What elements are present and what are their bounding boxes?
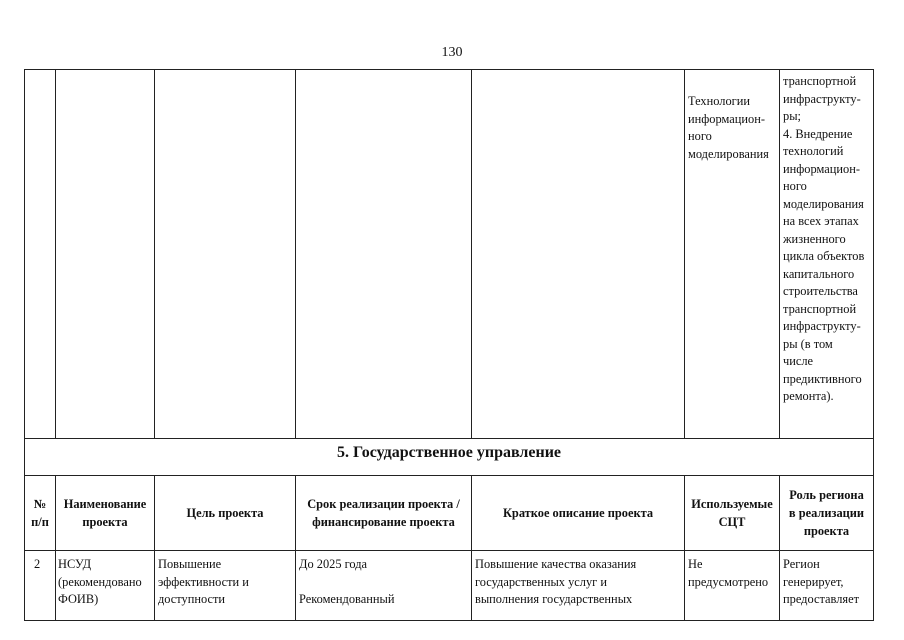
row-technology: Не предусмотрено: [688, 557, 769, 589]
header-region-role: Роль региона в реализации проекта: [788, 488, 865, 538]
header-name: Наименование проекта: [63, 497, 147, 529]
header-description: Краткое описание проекта: [502, 506, 654, 520]
section-top-border: [24, 438, 874, 439]
column-divider: [471, 69, 472, 438]
row-description: Повышение качества оказания государственных услуг и выполнения государственных: [475, 557, 637, 606]
row-name: НСУД (рекомендовано ФОИВ): [58, 557, 142, 606]
header-bottom-border: [24, 550, 874, 551]
header-technology: Используемые СЦТ: [691, 497, 773, 529]
column-divider: [684, 69, 685, 438]
row-term: До 2025 года Рекомендованный: [299, 557, 395, 606]
column-divider: [295, 69, 296, 438]
page-number: 130: [441, 45, 463, 60]
header-goal: Цель проекта: [186, 506, 264, 520]
continued-technology-cell: Технологии информацион- ного моделирования: [688, 94, 769, 161]
row-region-role: Регион генерирует, предоставляет: [783, 557, 860, 606]
column-divider: [779, 69, 780, 438]
document-table: [24, 69, 874, 621]
row-goal: Повышение эффективности и доступности: [158, 557, 249, 606]
table-right-border: [873, 69, 874, 621]
column-divider: [154, 69, 155, 438]
column-divider: [55, 69, 56, 438]
row-num: 2: [34, 557, 41, 571]
table-bottom-border: [24, 620, 874, 621]
header-num: № п/п: [31, 497, 49, 529]
header-term: Срок реализации проекта / финансирование проекта: [307, 497, 460, 529]
continued-region-role-cell: транспортной инфраструкту- ры; 4. Внедрение технологий информацион- ного моделирования на всех этапах жизненного цикла объектов капитального строительства транспортной инфраструкту- ры (в том числе предиктивного ремонта).: [783, 74, 865, 403]
table-top-border: [24, 69, 874, 70]
section-title: 5. Государственное управление: [336, 444, 562, 461]
